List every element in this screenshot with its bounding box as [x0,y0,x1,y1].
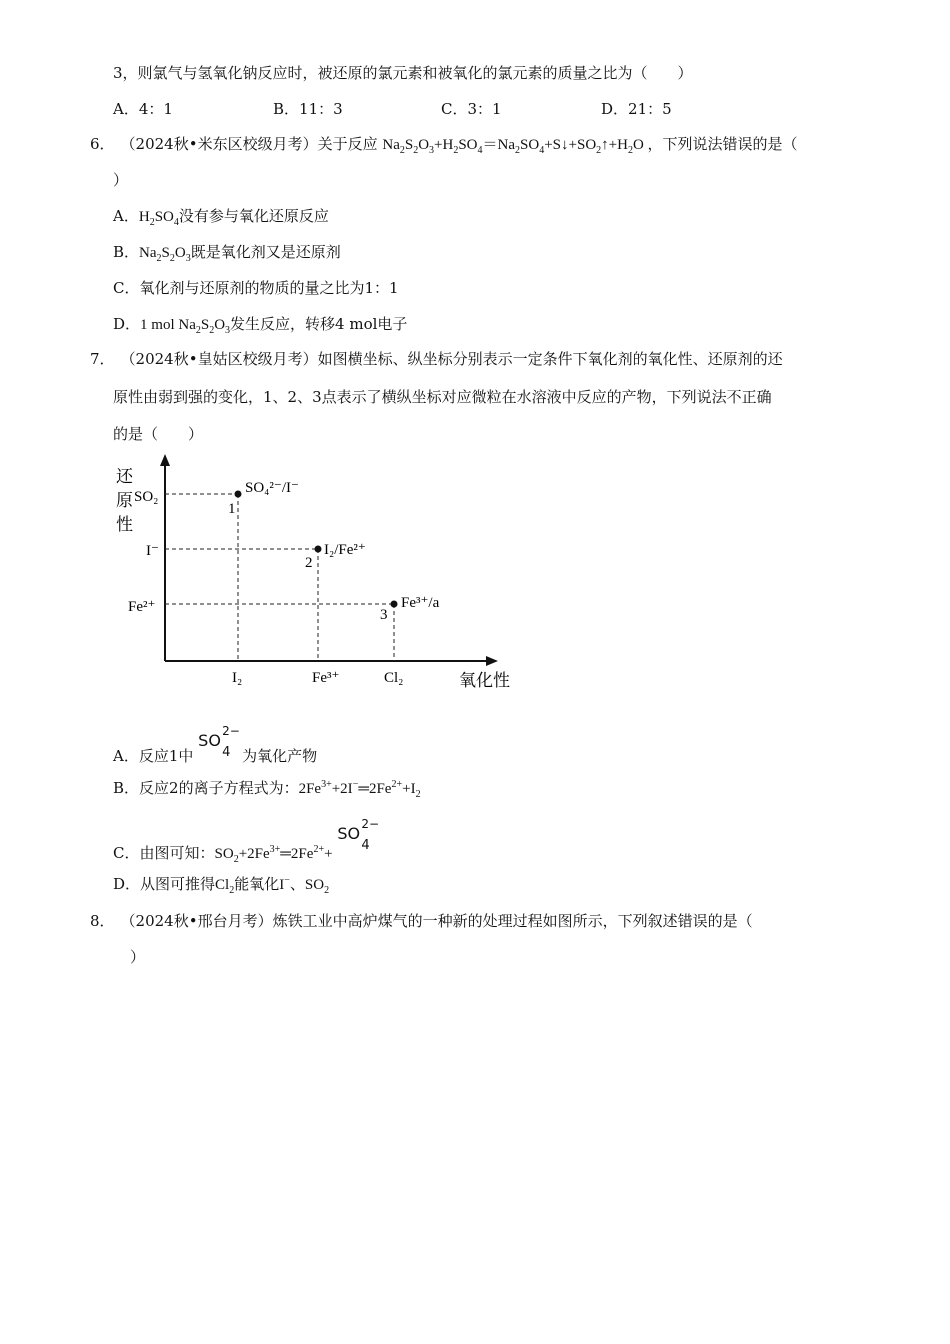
q5-option-a[interactable]: A．4：1 [113,100,173,118]
q7-option-b[interactable]: B．反应2的离子方程式为：$2Fe^{3+}+2I^-═2Fe^{2+}+I_2$ [113,779,421,800]
point-2-label: I₂/Fe²⁺ [324,542,366,558]
y-tick-fe2: Fe²⁺ [128,599,156,615]
q7-option-d[interactable]: D．从图可推得$Cl_2$能氧化I−、$SO_2$ [113,875,330,896]
y-title-char-1: 还 [116,467,133,486]
x-tick-cl2: Cl₂ [384,670,404,686]
q6-number: 6． [90,135,115,153]
point-3-number: 3 [380,607,388,623]
q5-option-d[interactable]: D．21：5 [601,100,672,118]
q7-stem-line-2: 原性由弱到强的变化，1、2、3点表示了横纵坐标对应微粒在水溶液中反应的产物，下列说法不正确 [113,388,772,406]
point-3 [391,601,398,608]
q7-option-c[interactable]: C．由图可知：$SO_2+2Fe^{3+}═2Fe^{2+}+$ SO 2− 4 [113,834,381,874]
y-title-char-2: 原 [116,491,133,510]
y-title-char-3: 性 [116,515,133,534]
q5-option-b[interactable]: B．11：3 [273,100,343,118]
y-axis-arrow [160,454,170,466]
q7-option-a[interactable]: A．反应1中 SO 2− 4 为氧化产物 [113,724,318,765]
q5-stem-tail: 3，则氯气与氢氧化钠反应时，被还原的氯元素和被氧化的氯元素的质量之比为（ ） [113,64,693,82]
x-tick-fe3: Fe³⁺ [312,670,340,686]
point-2 [315,546,322,553]
x-title: 氧化性 [459,671,510,690]
q5-option-c[interactable]: C．3：1 [441,100,502,118]
q7-stem-line-1: 7． （2024秋•皇姑区校级月考）如图横坐标、纵坐标分别表示一定条件下氧化剂的氧化性、还原剂的还 [90,350,783,368]
sulfate-ion-a: SO 2− 4 [198,724,240,760]
q6-equation: $Na_2S_2O_3+H_2SO_4=Na_2SO_4+S↓+SO_2↑+H_2O$ [382,137,644,156]
q8-close-paren: ） [130,948,146,966]
q7-number: 7． [90,350,115,368]
y-tick-so2: SO₂ [134,489,159,505]
q6-option-c[interactable]: C．氧化剂与还原剂的物质的量之比为1：1 [113,279,399,297]
q8-stem: 8． （2024秋•邢台月考）炼铁工业中高炉煤气的一种新的处理过程如图所示，下列叙述错误的是（ [90,912,753,930]
q8-number: 8． [90,912,115,930]
q6-stem [90,134,798,155]
q7-chart [108,448,518,698]
sulfate-ion-c: SO 2− 4 [337,817,380,853]
x-tick-i2: I₂ [232,670,243,686]
q6-stem-tail: ，下列说法错误的是（ [647,135,798,153]
point-1-number: 1 [228,501,236,517]
point-3-label: Fe³⁺/a [401,595,440,611]
q6-option-a[interactable]: A．$H_2SO_4$没有参与氧化还原反应 [113,207,329,228]
x-axis-arrow [486,656,498,666]
point-2-number: 2 [305,555,313,571]
point-1-label: SO₄²⁻/I⁻ [245,480,299,496]
q6-source: （2024秋•米东区校级月考）关于反应 [120,135,378,153]
q6-close-paren: ） [113,171,129,189]
y-tick-i: I⁻ [146,543,159,559]
point-1 [235,491,242,498]
q6-option-d[interactable]: D．1 mol $Na_2S_2O_3$发生反应，转移4 mol电子 [113,315,408,336]
q7-stem-line-3: 的是（ ） [113,425,204,443]
q6-option-b[interactable]: B．$Na_2S_2O_3$既是氧化剂又是还原剂 [113,243,341,264]
